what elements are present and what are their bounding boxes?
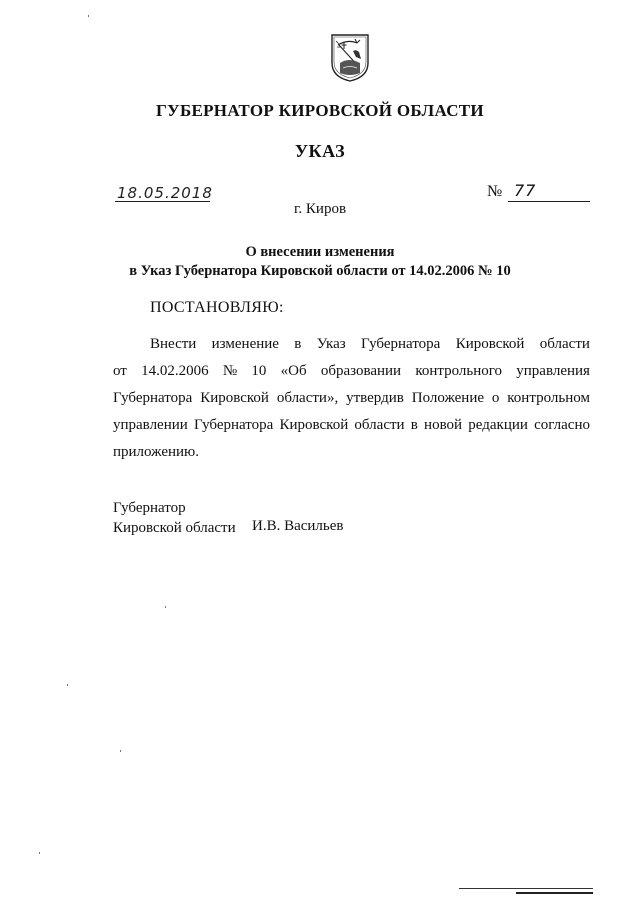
body-word: Внести xyxy=(150,336,197,352)
body-word: новой xyxy=(424,417,463,433)
footer-rule xyxy=(459,888,593,889)
body-word: о xyxy=(491,390,500,406)
body-word: Губернатора xyxy=(193,417,274,433)
body-word: Указ xyxy=(316,336,346,352)
document-number: 77 xyxy=(514,181,537,200)
body-word: 14.02.2006 xyxy=(141,363,209,379)
footer-rule-bold xyxy=(516,892,593,894)
signatory-position-line-2: Кировской области xyxy=(113,520,236,536)
body-line xyxy=(113,331,590,358)
number-label: № xyxy=(487,183,503,200)
body-word: 10 xyxy=(251,363,267,379)
signatory-position xyxy=(113,498,236,538)
body-word: контрольного xyxy=(415,363,503,379)
body-word: Губернатора xyxy=(113,390,193,406)
subject-line-2: в Указ Губернатора Кировской области от 14.02.2006 № 10 xyxy=(129,263,511,279)
body-word: Положение xyxy=(411,390,485,406)
city: г. Киров xyxy=(293,201,347,217)
scan-speck xyxy=(39,852,40,854)
body-word: согласно xyxy=(534,417,590,433)
body-word: Кировской xyxy=(279,417,349,433)
body-word: № xyxy=(222,363,238,379)
scan-speck xyxy=(165,606,166,608)
document-date: 18.05.2018 xyxy=(117,184,213,202)
body-word: области xyxy=(539,336,590,352)
body-word: контрольном xyxy=(507,390,590,406)
subject-heading xyxy=(0,243,640,281)
body-word: Кировской xyxy=(455,336,525,352)
subject-line-1: О внесении изменения xyxy=(245,244,395,260)
body-word: редакции xyxy=(468,417,528,433)
body-word: управления xyxy=(516,363,590,379)
body-word: образовании xyxy=(320,363,402,379)
body-line xyxy=(113,385,590,412)
signatory-name: И.В. Васильев xyxy=(252,518,344,534)
body-word: области», xyxy=(276,390,339,406)
body-word: области xyxy=(354,417,405,433)
body-line xyxy=(113,439,590,466)
body-word: в xyxy=(294,336,302,352)
body-paragraph xyxy=(113,331,590,466)
body-word: от xyxy=(113,363,127,379)
body-word: управлении xyxy=(113,417,188,433)
scan-speck xyxy=(120,750,121,752)
coat-of-arms-icon xyxy=(329,33,371,83)
body-word: изменение xyxy=(211,336,279,352)
body-line xyxy=(113,412,590,439)
issuing-authority: ГУБЕРНАТОР КИРОВСКОЙ ОБЛАСТИ xyxy=(156,101,484,120)
body-word: в xyxy=(410,417,418,433)
scan-speck xyxy=(67,684,68,686)
body-line xyxy=(113,358,590,385)
body-word: Губернатора xyxy=(361,336,441,352)
decree-word: ПОСТАНОВЛЯЮ: xyxy=(150,299,284,316)
document-type: УКАЗ xyxy=(294,141,346,161)
signatory-position-line-1: Губернатор xyxy=(113,500,186,516)
coat-of-arms-emblem xyxy=(329,33,371,83)
body-word: Кировской xyxy=(200,390,269,406)
body-word: приложению. xyxy=(113,444,200,460)
body-word: «Об xyxy=(280,363,307,379)
scan-speck xyxy=(88,15,89,17)
body-word: утвердив xyxy=(346,390,404,406)
